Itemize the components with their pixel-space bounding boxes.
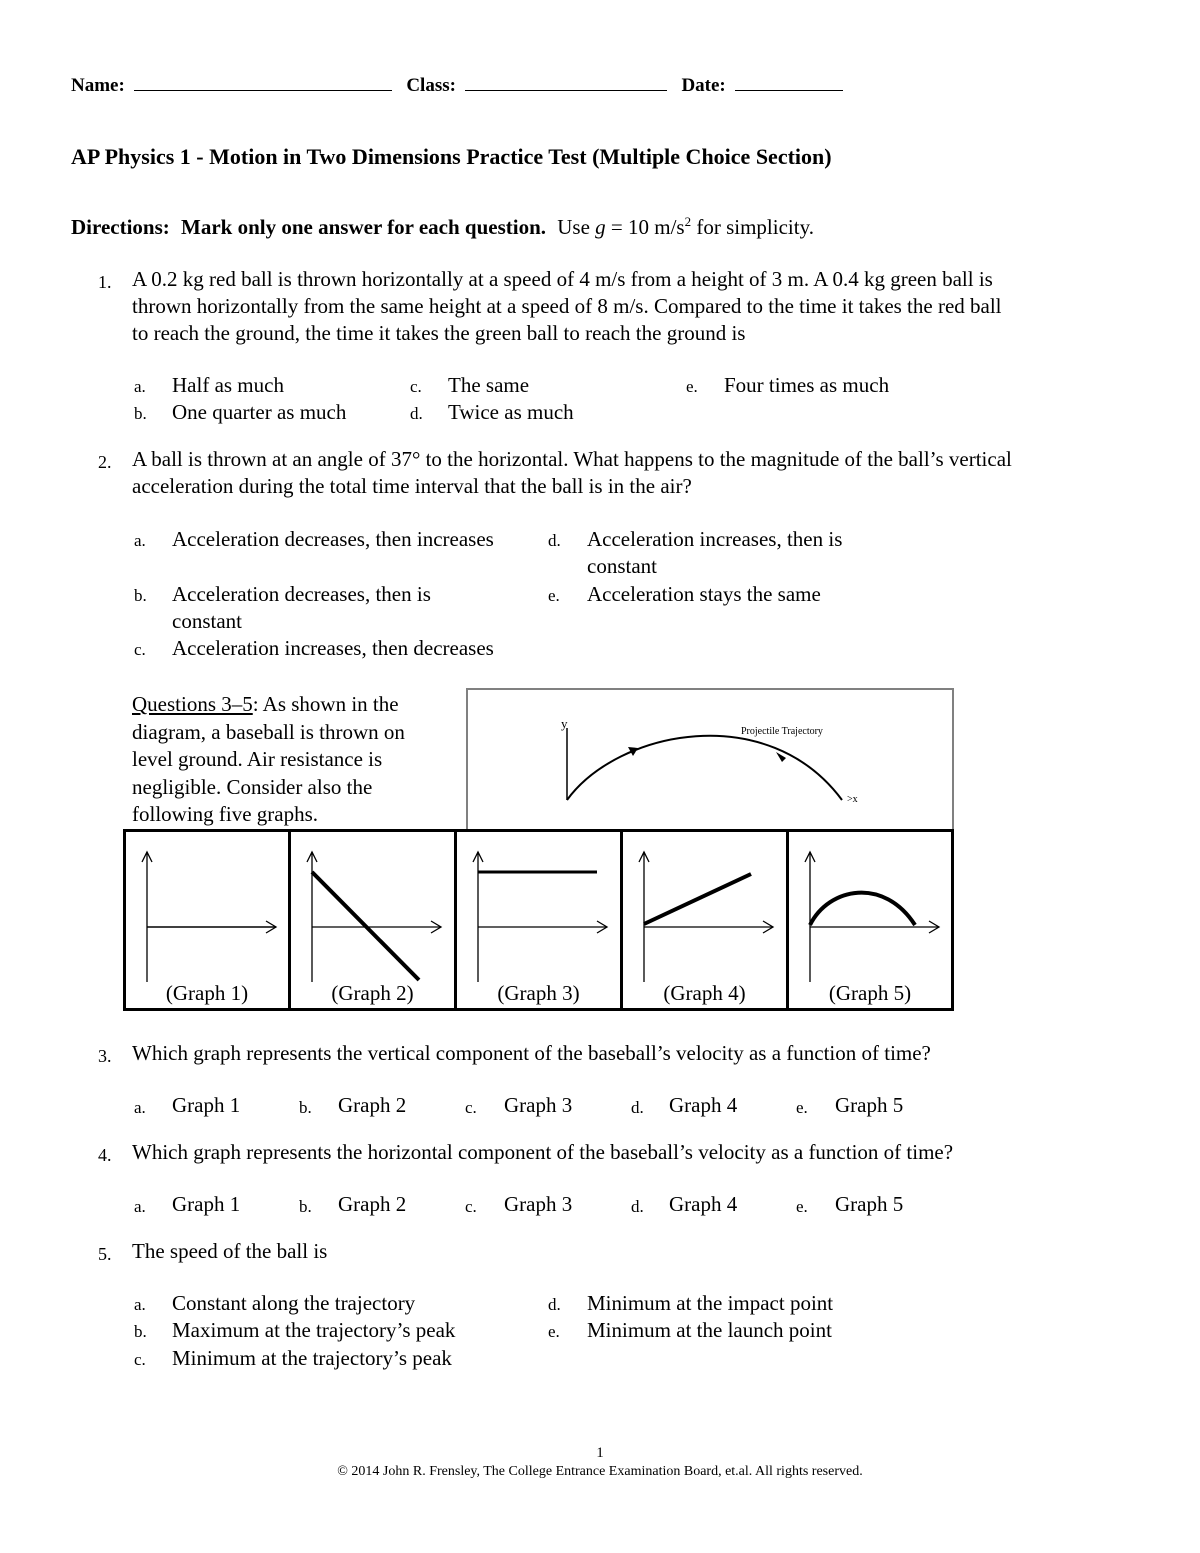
q1-option-e[interactable]: Four times as much (724, 373, 890, 397)
q5-option-d[interactable]: Minimum at the impact point (587, 1291, 834, 1315)
q5-option-a[interactable]: Constant along the trajectory (172, 1291, 416, 1315)
graph-4 (620, 829, 789, 1011)
graph-1 (123, 829, 291, 1011)
q3-option-d-letter[interactable]: d. (631, 1098, 644, 1117)
q4-option-e-letter[interactable]: e. (796, 1197, 808, 1216)
q2-option-d-2[interactable]: constant (587, 554, 657, 578)
g-symbol: g (595, 215, 606, 239)
graph-2 (288, 829, 457, 1011)
q5-option-c[interactable]: Minimum at the trajectory’s peak (172, 1346, 452, 1370)
q4-option-a-letter[interactable]: a. (134, 1197, 146, 1216)
graph-5 (786, 829, 954, 1011)
q3-text: Which graph represents the vertical component of the baseball’s velocity as a function of time? (132, 1041, 931, 1065)
q5-option-d-letter[interactable]: d. (548, 1295, 561, 1314)
copyright: © 2014 John R. Frensley, The College Entrance Examination Board, et.al. All rights reserved. (337, 1464, 863, 1479)
q4-option-d-letter[interactable]: d. (631, 1197, 644, 1216)
q1-option-e-letter[interactable]: e. (686, 377, 698, 396)
q3-option-c[interactable]: Graph 3 (504, 1093, 573, 1117)
q4-text: Which graph represents the horizontal component of the baseball’s velocity as a function of time? (132, 1140, 954, 1164)
trajectory-svg (468, 690, 952, 830)
q2-option-b-2[interactable]: constant (172, 609, 242, 633)
q1-option-c[interactable]: The same (448, 373, 530, 397)
q5-number: 5. (98, 1244, 112, 1264)
q2-option-e[interactable]: Acceleration stays the same (587, 582, 821, 606)
q3-option-b[interactable]: Graph 2 (338, 1093, 407, 1117)
directions-use: Use (557, 215, 590, 239)
graph-2-label: (Graph 2) (331, 981, 414, 1005)
trajectory-arrow-2 (776, 752, 786, 762)
date-field[interactable] (735, 74, 843, 91)
q5-option-b-letter[interactable]: b. (134, 1322, 147, 1341)
q3-number: 3. (98, 1046, 112, 1066)
q2-option-b-letter[interactable]: b. (134, 586, 147, 605)
q2-line-2: acceleration during the total time interval that the ball is in the air? (132, 474, 692, 498)
graph-1-label: (Graph 1) (165, 981, 249, 1005)
q1-number: 1. (98, 272, 112, 292)
q1-option-b-letter[interactable]: b. (134, 404, 147, 423)
q3-option-d[interactable]: Graph 4 (669, 1093, 738, 1117)
directions-bold-text: Mark only one answer for each question. (181, 215, 546, 239)
g-value: = 10 m/s (610, 215, 685, 239)
q2-option-b-1[interactable]: Acceleration decreases, then is (172, 582, 431, 606)
class-label: Class: (406, 75, 456, 96)
trajectory-diagram (466, 688, 954, 832)
q1-option-b[interactable]: One quarter as much (172, 400, 347, 424)
q1-line-3: to reach the ground, the time it takes the green ball to reach the ground is (132, 321, 746, 345)
q4-option-e[interactable]: Graph 5 (835, 1192, 904, 1216)
scenario-line-1-rest: : As shown in the (252, 692, 399, 716)
q1-line-1: A 0.2 kg red ball is thrown horizontally at a speed of 4 m/s from a height of 3 m. A 0.4 kg green ball is (132, 267, 993, 291)
q5-option-c-letter[interactable]: c. (134, 1350, 146, 1369)
q2-option-d-letter[interactable]: d. (548, 531, 561, 550)
scenario-line-5: following five graphs. (132, 802, 319, 826)
q5-text: The speed of the ball is (132, 1239, 328, 1263)
trajectory-curve (567, 736, 842, 800)
q5-option-b[interactable]: Maximum at the trajectory’s peak (172, 1318, 456, 1342)
q4-option-c-letter[interactable]: c. (465, 1197, 477, 1216)
scenario-line-2: diagram, a baseball is thrown on (132, 720, 405, 744)
directions (71, 214, 814, 240)
page-title: AP Physics 1 - Motion in Two Dimensions Practice Test (Multiple Choice Section) (71, 144, 832, 169)
q2-option-a[interactable]: Acceleration decreases, then increases (172, 527, 494, 551)
class-field[interactable] (465, 74, 667, 91)
diagram-curve-label: Projectile Trajectory (741, 726, 823, 737)
q4-option-b-letter[interactable]: b. (299, 1197, 312, 1216)
q1-option-c-letter[interactable]: c. (410, 377, 422, 396)
name-field[interactable] (134, 74, 392, 91)
q1-option-d[interactable]: Twice as much (448, 400, 574, 424)
directions-tail: for simplicity. (696, 215, 814, 239)
q2-option-a-letter[interactable]: a. (134, 531, 146, 550)
graph-5-label: (Graph 5) (828, 981, 912, 1005)
q3-option-c-letter[interactable]: c. (465, 1098, 477, 1117)
q2-line-1: A ball is thrown at an angle of 37° to the horizontal. What happens to the magnitude of the ball’s vertical (132, 447, 1012, 471)
q5-option-e[interactable]: Minimum at the launch point (587, 1318, 832, 1342)
directions-label: Directions: (71, 215, 170, 239)
q4-option-d[interactable]: Graph 4 (669, 1192, 738, 1216)
q1-option-a[interactable]: Half as much (172, 373, 284, 397)
q2-option-e-letter[interactable]: e. (548, 586, 560, 605)
date-label: Date: (681, 75, 726, 96)
q4-number: 4. (98, 1145, 112, 1165)
g-exp: 2 (684, 214, 692, 229)
diagram-x-label: >x (847, 794, 858, 805)
scenario-lead: Questions 3–5 (132, 692, 253, 716)
scenario-line-3: level ground. Air resistance is (132, 747, 383, 771)
q3-option-a[interactable]: Graph 1 (172, 1093, 241, 1117)
q2-option-c[interactable]: Acceleration increases, then decreases (172, 636, 494, 660)
header-row (71, 74, 843, 97)
q1-line-2: thrown horizontally from the same height at a speed of 8 m/s. Compared to the time it takes the red ball (132, 294, 1002, 318)
graph-3-label: (Graph 3) (497, 981, 580, 1005)
q1-option-d-letter[interactable]: d. (410, 404, 423, 423)
scenario-line-1 (132, 691, 399, 718)
q1-option-a-letter[interactable]: a. (134, 377, 146, 396)
q4-option-a[interactable]: Graph 1 (172, 1192, 241, 1216)
q2-number: 2. (98, 452, 112, 472)
q5-option-e-letter[interactable]: e. (548, 1322, 560, 1341)
q4-option-c[interactable]: Graph 3 (504, 1192, 573, 1216)
diagram-y-label: y (561, 716, 568, 731)
page-number: 1 (596, 1445, 604, 1461)
q2-option-d-1[interactable]: Acceleration increases, then is (587, 527, 843, 551)
scenario-line-4: negligible. Consider also the (132, 775, 373, 799)
q3-option-a-letter[interactable]: a. (134, 1098, 146, 1117)
q2-option-c-letter[interactable]: c. (134, 640, 146, 659)
q3-option-e-letter[interactable]: e. (796, 1098, 808, 1117)
graph-3 (454, 829, 623, 1011)
q5-option-a-letter[interactable]: a. (134, 1295, 146, 1314)
q4-option-b[interactable]: Graph 2 (338, 1192, 407, 1216)
q3-option-b-letter[interactable]: b. (299, 1098, 312, 1117)
q3-option-e[interactable]: Graph 5 (835, 1093, 904, 1117)
name-label: Name: (71, 75, 125, 96)
graph-4-label: (Graph 4) (663, 981, 746, 1005)
